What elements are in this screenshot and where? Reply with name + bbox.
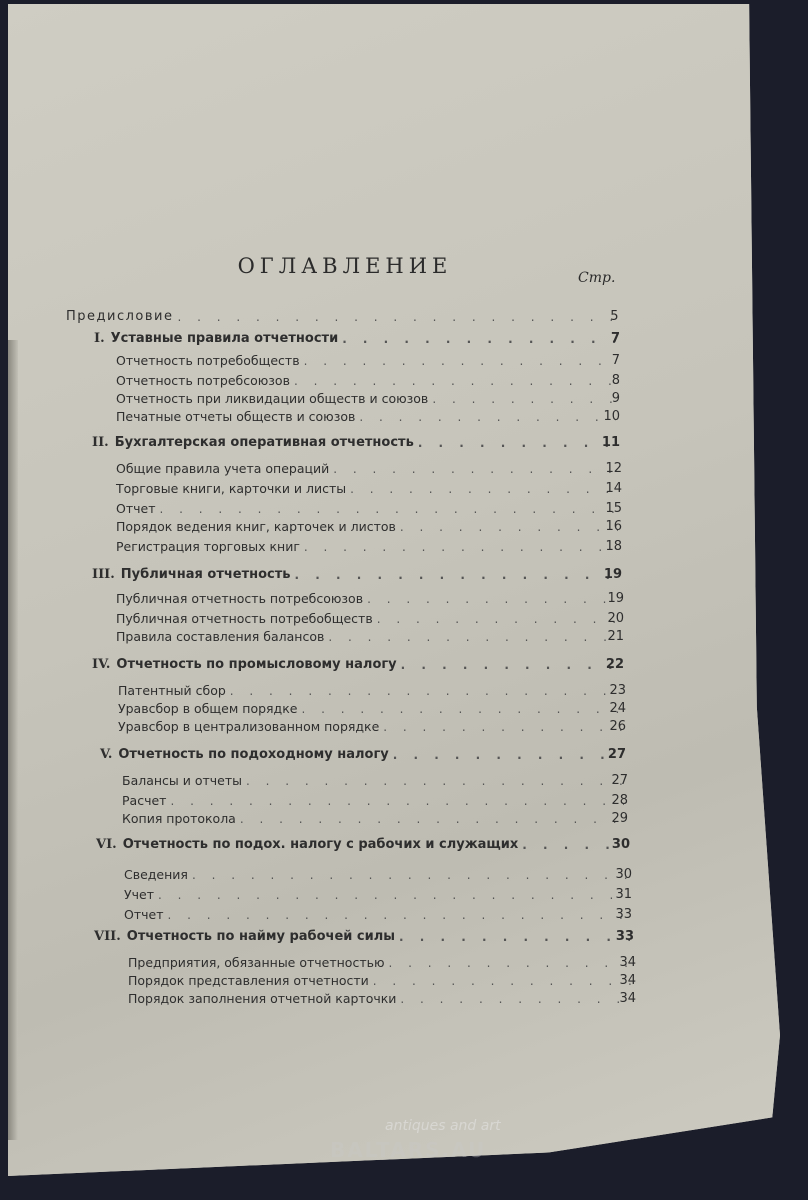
page-column-label: Стр. xyxy=(578,270,616,286)
toc-section-5: V. Отчетность по подоходному налогу . . . 27 xyxy=(100,742,626,762)
toc-item: Расчет . . . 28 xyxy=(122,788,628,808)
toc-item: Печатные отчеты обществ и союзов . . . 10 xyxy=(116,404,620,424)
toc-section-1: I. Уставные правила отчетности . . . 7 xyxy=(94,326,620,346)
toc-item: Сведения . . . 30 xyxy=(124,862,632,882)
toc-item: Общие правила учета операций . . . 12 xyxy=(116,456,622,476)
toc-heading: ОГЛАВЛЕНИЕ xyxy=(237,254,453,278)
toc-item: Учет . . . 31 xyxy=(124,882,632,902)
toc-section-6: VI. Отчетность по подох. налогу с рабочих и служащих . . . 30 xyxy=(96,832,630,852)
toc-item: Публичная отчетность потребсоюзов . . . 19 xyxy=(116,586,624,606)
toc-item: Отчет . . . 15 xyxy=(116,496,622,516)
toc-item: Уравсбор в общем порядке . . . 24 xyxy=(118,696,626,716)
toc-item: Балансы и отчеты . . . 27 xyxy=(122,768,628,788)
toc-preface: Предисловие . . . 5 xyxy=(66,304,620,324)
toc-section-7: VII. Отчетность по найму рабочей силы . . . 33 xyxy=(94,924,634,944)
toc-item: Отчетность потребсоюзов . . . 8 xyxy=(116,368,620,388)
toc-item: Торговые книги, карточки и листы . . . 14 xyxy=(116,476,622,496)
watermark-text: antiques and art xyxy=(385,1118,501,1134)
toc-item: Регистрация торговых книг . . . 18 xyxy=(116,534,622,554)
toc-item: Правила составления балансов . . . 21 xyxy=(116,624,624,644)
toc-section-2: II. Бухгалтерская оперативная отчетность . . . 11 xyxy=(92,430,620,450)
toc-item: Копия протокола . . . 29 xyxy=(122,806,628,826)
toc-section-4: IV. Отчетность по промысловому налогу . . . 22 xyxy=(92,652,624,672)
toc-item: Порядок заполнения отчетной карточки . . . 34 xyxy=(128,986,636,1006)
toc-item: Порядок ведения книг, карточек и листов . . . 16 xyxy=(116,514,622,534)
toc-item: Порядок представления отчетности . . . 34 xyxy=(128,968,636,988)
toc-item: Уравсбор в централизованном порядке . . . 26 xyxy=(118,714,626,734)
toc-item: Патентный сбор . . . 23 xyxy=(118,678,626,698)
toc-section-3: III. Публичная отчетность . . . 19 xyxy=(92,562,622,582)
toc-item: Предприятия, обязанные отчетностью . . . 34 xyxy=(128,950,636,970)
toc-item: Отчетность при ликвидации обществ и союзов . . . 9 xyxy=(116,386,620,406)
toc-item: Отчет . . . 33 xyxy=(124,902,632,922)
watermark-logo: BALTARS.AU xyxy=(330,1138,487,1162)
toc-item: Публичная отчетность потребобществ . . . 20 xyxy=(116,606,624,626)
toc-item: Отчетность потребобществ . . . 7 xyxy=(116,348,620,368)
